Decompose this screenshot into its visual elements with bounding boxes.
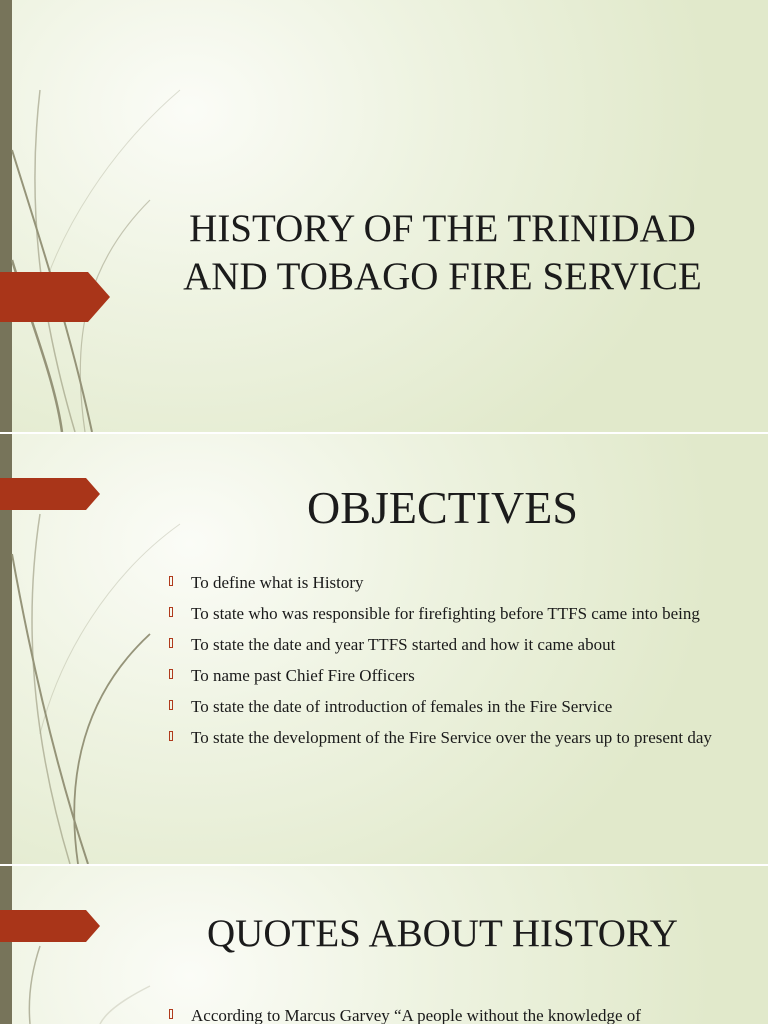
bullet-marker-icon — [169, 669, 173, 679]
list-item: To name past Chief Fire Officers — [168, 664, 728, 687]
slide-title-heading: HISTORY OF THE TRINIDAD AND TOBAGO FIRE SERVICE — [183, 207, 702, 298]
title-arrow-tab — [0, 272, 110, 322]
bullet-marker-icon — [169, 576, 173, 586]
bullet-marker-icon — [169, 638, 173, 648]
objectives-heading: OBJECTIVES — [307, 482, 578, 533]
slide-quotes — [0, 866, 768, 1024]
list-item: To state the date and year TTFS started and how it came about — [168, 633, 728, 656]
list-item: To state the date of introduction of females in the Fire Service — [168, 695, 728, 718]
list-item: According to Marcus Garvey “A people without the knowledge of — [168, 1004, 728, 1024]
objectives-arrow-tab — [0, 478, 100, 510]
slide-objectives — [0, 434, 768, 864]
quotes-list — [168, 1004, 728, 1024]
list-item: To define what is History — [168, 571, 728, 594]
objectives-list — [168, 571, 728, 757]
bullet-marker-icon — [169, 731, 173, 741]
bullet-marker-icon — [169, 700, 173, 710]
list-item: To state the development of the Fire Service over the years up to present day — [168, 726, 728, 749]
quotes-arrow-tab — [0, 910, 100, 942]
quotes-heading: QUOTES ABOUT HISTORY — [207, 912, 678, 955]
list-item: To state who was responsible for firefighting before TTFS came into being — [168, 602, 728, 625]
slide-title — [0, 0, 768, 432]
bullet-marker-icon — [169, 607, 173, 617]
bullet-marker-icon — [169, 1009, 173, 1019]
